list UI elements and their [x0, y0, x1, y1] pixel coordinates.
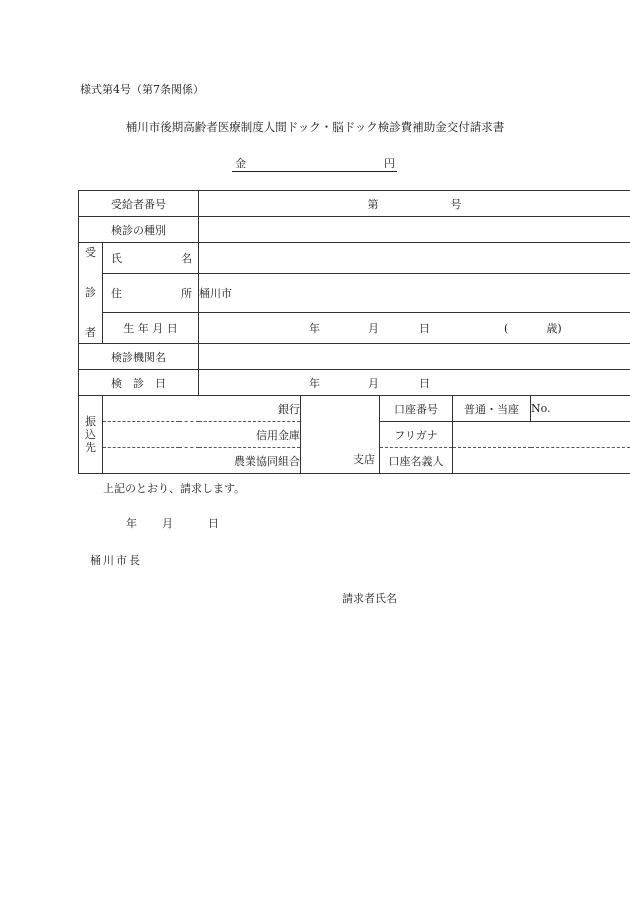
agricultural-coop-field[interactable]: 農業協同組合 [103, 448, 301, 474]
account-holder-field[interactable] [453, 448, 630, 474]
amount-field[interactable] [232, 153, 397, 172]
exam-month-unit: 月 [368, 376, 380, 390]
recipient-number-field[interactable] [199, 191, 630, 217]
dob-year-unit: 年 [309, 322, 321, 336]
furigana-field[interactable] [453, 422, 630, 448]
dob-field[interactable] [199, 313, 630, 344]
amount-suffix: 円 [384, 157, 395, 170]
request-year-unit: 年 [126, 517, 137, 530]
exam-type-field[interactable] [199, 217, 630, 243]
recipient-number-prefix: 第 [367, 197, 379, 211]
dob-day-unit: 日 [419, 322, 431, 336]
account-no-field[interactable]: No. [531, 396, 630, 422]
form-number: 様式第4号（第7条関係） [80, 83, 204, 96]
address-label: 住 所 [103, 273, 199, 313]
requester-name-label: 請求者氏名 [342, 592, 397, 605]
amount-prefix: 金 [235, 157, 246, 170]
recipient-number-suffix: 号 [450, 197, 462, 211]
recipient-number-row [79, 191, 630, 217]
exam-date-label: 検 診 日 [79, 370, 199, 396]
branch-field[interactable] [301, 396, 380, 474]
account-holder-label: 口座名義人 [380, 448, 453, 474]
request-statement: 上記のとおり、請求します。 [103, 482, 246, 495]
exam-type-label: 検診の種別 [79, 217, 199, 243]
addressee: 桶川市長 [90, 554, 142, 567]
recipient-number-label: 受給者番号 [79, 191, 199, 217]
exam-date-field[interactable] [199, 370, 630, 396]
request-month-unit: 月 [162, 517, 173, 530]
age-open: ( [504, 321, 509, 335]
dob-label: 生 年 月 日 [103, 313, 199, 344]
exam-date-row [79, 370, 630, 396]
age-unit: 歳) [546, 322, 562, 336]
exam-day-unit: 日 [419, 376, 431, 390]
institution-field[interactable] [199, 344, 630, 370]
institution-row [79, 344, 630, 370]
dob-month-unit: 月 [368, 322, 380, 336]
form-title: 桶川市後期高齢者医療制度人間ドック・脳ドック検診費補助金交付請求書 [125, 120, 505, 134]
name-field[interactable] [199, 243, 630, 274]
exam-year-unit: 年 [309, 376, 321, 390]
dob-row [79, 313, 630, 344]
account-type-field[interactable]: 普通・当座 [453, 396, 531, 422]
institution-label: 検診機関名 [79, 344, 199, 370]
transfer-group-label: 振 込 先 [79, 396, 103, 474]
bank-field[interactable]: 銀行 [103, 396, 301, 422]
request-form-table [78, 190, 630, 474]
address-field[interactable]: 桶川市 [199, 273, 630, 313]
bank-row-1 [79, 396, 630, 422]
name-row [79, 243, 630, 274]
credit-union-field[interactable]: 信用金庫 [103, 422, 301, 448]
address-row [79, 273, 630, 313]
account-number-label: 口座番号 [380, 396, 453, 422]
examinee-group-label: 受 診 者 [79, 243, 103, 344]
request-day-unit: 日 [208, 517, 219, 530]
request-date[interactable] [126, 515, 226, 529]
branch-label: 支店 [353, 453, 376, 466]
exam-type-row [79, 217, 630, 243]
name-label: 氏 名 [103, 243, 199, 274]
furigana-label: フリガナ [380, 422, 453, 448]
